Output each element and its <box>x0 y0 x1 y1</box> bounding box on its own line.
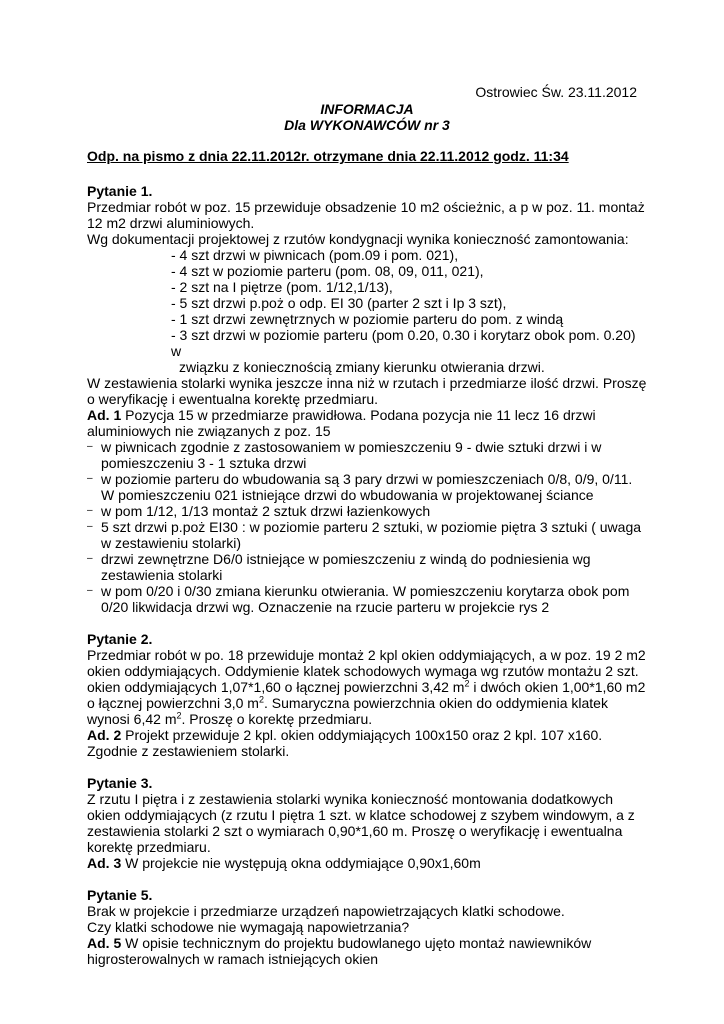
answer-3-text: W projekcie nie występują okna oddymiające 0,90x1,60m <box>121 855 481 871</box>
question-2-title: Pytanie 2. <box>87 631 153 647</box>
question-5-title: Pytanie 5. <box>87 887 153 903</box>
document-subtitle: Dla WYKONAWCÓW nr 3 <box>284 117 450 133</box>
answer-3-label: Ad. 3 <box>87 855 122 871</box>
answer-2-label: Ad. 2 <box>87 727 122 743</box>
answer-2-text: Projekt przewiduje 2 kpl. okien oddymiających 100x150 oraz 2 kpl. 107 x160. Zgodnie z zestawieniem stolarki. <box>87 727 603 759</box>
answer-1-bullet: – w pom 1/12, 1/13 montaż 2 sztuk drzwi łazienkowych <box>87 503 647 519</box>
superscript: 2 <box>464 678 470 689</box>
door-list-item: - 2 szt na I piętrze (pom. 1/12,1/13), <box>171 279 393 295</box>
question-2-text-part: . Proszę o korektę przedmiaru. <box>181 711 373 727</box>
question-5-text: Brak w projekcie i przedmiarze urządzeń napowietrzających klatki schodowe. <box>87 903 565 919</box>
door-list-item: - 4 szt drzwi w piwnicach (pom.09 i pom. 021), <box>171 247 459 263</box>
answer-2 <box>87 727 647 759</box>
answer-1-bullet: – drzwi zewnętrzne D6/0 istniejące w pomieszczeniu z windą do podniesienia wg zestawienia stolarki <box>87 551 647 583</box>
superscript: 2 <box>258 694 264 705</box>
question-3-text: Z rzutu I piętra i z zestawienia stolarki wynika konieczność montowania dodatkowych okien oddymiających (z rzutu I piętra 1 szt. w klatce schodowej z szybem windowym, a z zestawienia stolarki 2 szt o wymiarach 0,90*1,60 m. Proszę o weryfikację i ewentualna korektę przedmiaru. <box>87 791 635 855</box>
answer-5-label: Ad. 5 <box>87 935 122 951</box>
door-list-item: - 4 szt w poziomie parteru (pom. 08, 09, 011, 021), <box>171 263 484 279</box>
answer-5 <box>87 935 647 967</box>
question-2-text-part: i dwóch okien 1,00*1,60 m2 o łącznej powierzchni 3,0 m <box>87 679 646 711</box>
answer-1-label: Ad. 1 <box>87 407 122 423</box>
question-1-title: Pytanie 1. <box>87 183 153 199</box>
question-2-text-part: . Sumaryczna powierzchnia okien do oddymienia klatek wynosi 6,42 m <box>87 695 608 727</box>
answer-5-text: W opisie technicznym do projektu budowlanego ujęto montaż nawiewników higrosterowalnych w ramach istniejących okien <box>87 935 592 967</box>
door-list-item-continuation: związku z koniecznością zmiany kierunku otwierania drzwi. <box>179 359 545 375</box>
question-5-text-2: Czy klatki schodowe nie wymagają napowietrzania? <box>87 919 410 935</box>
question-1-text-2: Wg dokumentacji projektowej z rzutów kondygnacji wynika konieczność zamontowania: <box>87 231 629 247</box>
question-1-text: Przedmiar robót w poz. 15 przewiduje obsadzenie 10 m2 ościeżnic, a p w poz. 11. montaż 12 m2 drzwi aluminiowych. <box>87 199 645 231</box>
answer-1-list <box>87 439 647 615</box>
question-2-text <box>87 647 647 727</box>
document-title: INFORMACJA <box>320 101 414 117</box>
answer-1 <box>87 407 647 439</box>
answer-3 <box>87 855 647 871</box>
question-2-text-part: Przedmiar robót w po. 18 przewiduje montaż 2 kpl okien oddymiających, a w poz. 19 2 m2 okien oddymiających. Oddymienie klatek schodowych wymaga wg rzutów montażu 2 szt. okien oddymiających 1,07*1,60 o łącznej powierzchni 3,42 m <box>87 647 646 695</box>
answer-1-bullet: – w piwnicach zgodnie z zastosowaniem w pomieszczeniu 9 - dwie sztuki drzwi i w pomieszczeniu 3 - 1 sztuka drzwi <box>87 439 647 471</box>
question-1-text-3: W zestawienia stolarki wynika jeszcze inna niż w rzutach i przedmiarze ilość drzwi. Proszę o weryfikację i ewentualna korektę przedmiaru. <box>87 375 647 407</box>
door-list-item: - 5 szt drzwi p.poż o odp. EI 30 (parter 2 szt i Ip 3 szt), <box>171 295 507 311</box>
answer-1-bullet: – 5 szt drzwi p.poż EI30 : w poziomie parteru 2 sztuki, w poziomie piętra 3 sztuki ( uwaga w zestawieniu stolarki) <box>87 519 647 551</box>
question-3-title: Pytanie 3. <box>87 775 153 791</box>
answer-1-bullet: – w pom 0/20 i 0/30 zmiana kierunku otwierania. W pomieszczeniu korytarza obok pom 0/20 likwidacja drzwi wg. Oznaczenie na rzucie parteru w projekcie rys 2 <box>87 583 647 615</box>
door-list-item: - 1 szt drzwi zewnętrznych w poziomie parteru do pom. z windą <box>171 311 564 327</box>
answer-1-bullet: – w poziomie parteru do wbudowania są 3 pary drzwi w pomieszczeniach 0/8, 0/9, 0/11. W pomieszczeniu 021 istniejące drzwi do wbudowania w projektowanej ściance <box>87 471 647 503</box>
answer-1-text: Pozycja 15 w przedmiarze prawidłowa. Podana pozycja nie 11 lecz 16 drzwi aluminiowych nie związanych z poz. 15 <box>87 407 596 439</box>
reference-line: Odp. na pismo z dnia 22.11.2012r. otrzymane dnia 22.11.2012 godz. 11:34 <box>87 148 569 164</box>
document-date: Ostrowiec Św. 23.11.2012 <box>475 84 637 100</box>
door-list-item: - 3 szt drzwi w poziomie parteru (pom 0.20, 0.30 i korytarz obok pom. 0.20) w <box>171 327 636 359</box>
superscript: 2 <box>176 710 182 721</box>
document-page <box>87 84 647 967</box>
